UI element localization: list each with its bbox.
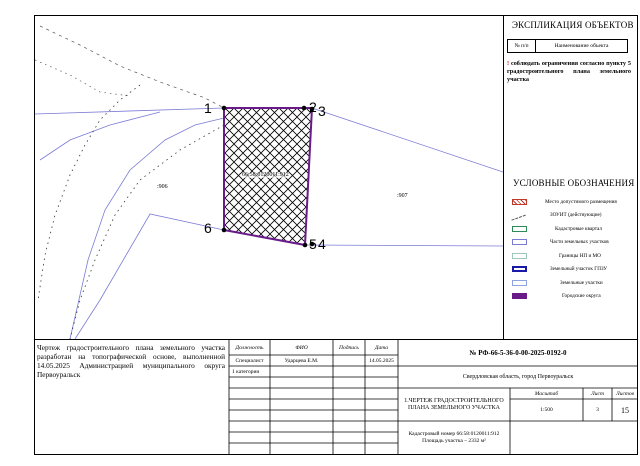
header-role: Должность [235,345,264,351]
explication-col-name: Наименование объекта [554,43,609,49]
vertex-label-3: 3 [318,103,326,119]
legend-title: УСЛОВНЫЕ ОБОЗНАЧЕНИЯ [513,178,635,188]
date-value: 14.05.2025 [369,357,394,364]
legend-item-label: Кадастровые квартал [555,226,602,232]
legend-item-label: Место допустимого размещения [545,199,617,205]
sheet-label: Лист [591,391,604,397]
legend-item-label: Земельные участки [560,280,603,286]
sheets-value: 15 [621,405,629,415]
vertex-label-4: 4 [318,236,326,252]
explication-col-no: № п/п [508,40,536,52]
area-label-906: :906 [157,184,168,190]
scale-value: 1:500 [540,407,553,413]
explication-title: ЭКСПЛИКАЦИЯ ОБЪЕКТОВ [512,20,634,30]
area-label-907: :907 [397,193,408,199]
vertex-label-2: 2 [309,99,317,115]
parcel-area: Площадь участка – 2332 м² [422,437,486,444]
sheet-value: 3 [596,407,599,413]
legend-item-label: Городские округа [562,293,601,299]
role-value: Специалист [235,357,264,364]
legend-item-label: Земельный участок ГПЗУ [550,266,608,272]
drawing-title: 1.ЧЕРТЕЖ ГРАДОСТРОИТЕЛЬНОГО ПЛАНА ЗЕМЕЛЬНОГО УЧАСТКА [404,397,504,411]
legend-item-label: Границы НП и МО [559,253,601,259]
parcel-number-label: 66:58:0120011:912 [242,172,289,178]
vertex-label-1: 1 [204,100,212,116]
location: Свердловская область, город Первоуральск [462,374,574,380]
legend-item-label: Части земельных участков [550,239,609,245]
sheets-label: Листов [615,391,635,397]
scale-label: Масштаб [534,391,559,397]
cadastral-number: Кадастровый номер 66:58:0120011:912 [408,430,500,437]
header-name: ФИО [295,345,308,351]
document-number: № РФ-66-5-36-0-00-2025-0192-0 [469,349,567,357]
legend-item-label: ЗОУИТ (действующие) [550,212,602,218]
warning-text: соблюдать ограничения согласно пункту 5 градостроительного плана земельного участка [507,60,631,83]
drawing-note: Чертеж градостроительного плана земельного участка разработан на топографической основе, выполненной 14.05.2025 Администрацией муниципального округа Первоуральск [37,343,225,379]
header-sign: Подпись [339,345,359,351]
vertex-label-5: 5 [309,236,317,252]
vertex-label-6: 6 [204,220,212,236]
category-value: 1 категории [232,368,260,375]
person-value: Ударцева Е.М. [284,357,319,364]
warning-mark: ! [507,60,510,67]
header-date: Дата [374,345,389,351]
